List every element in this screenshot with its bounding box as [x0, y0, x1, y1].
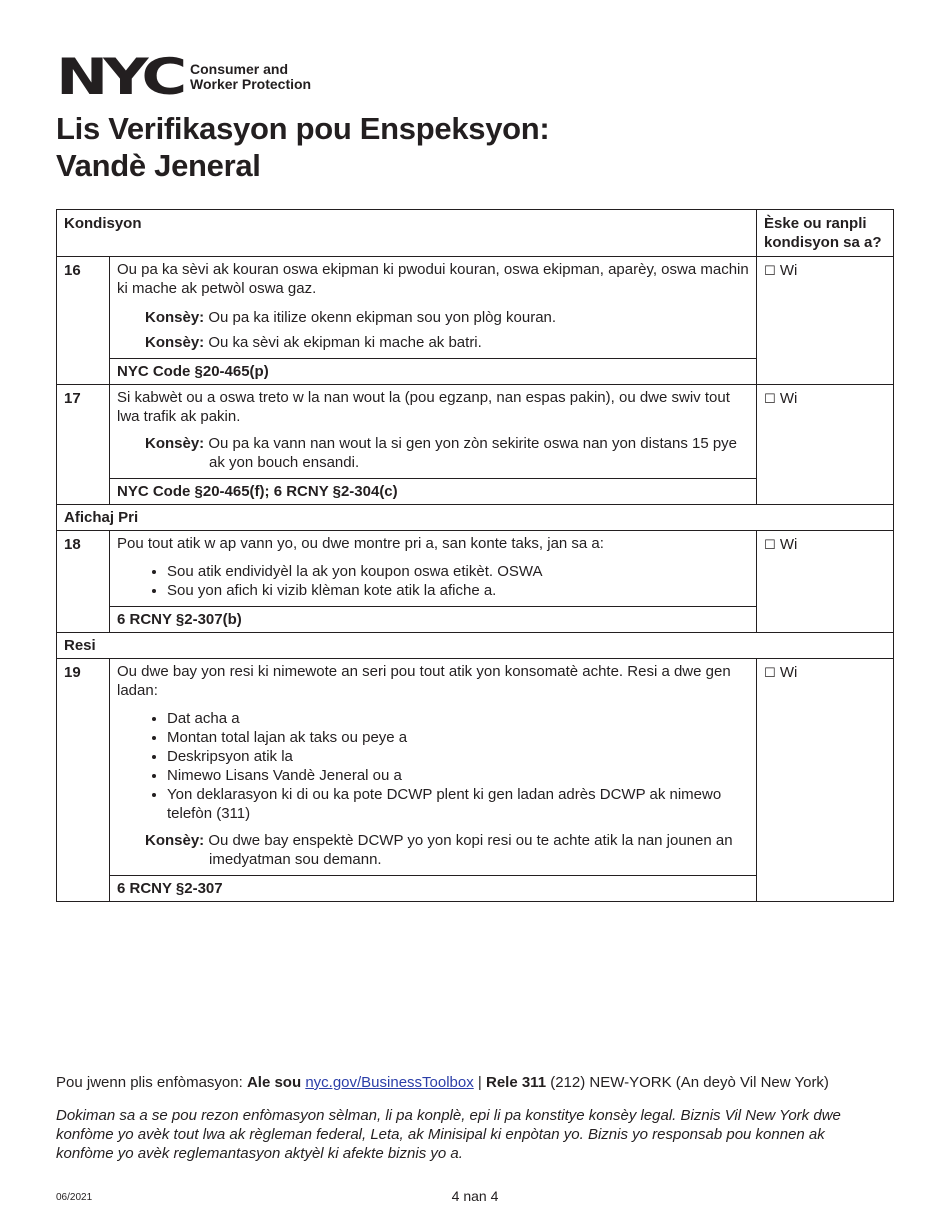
checkbox-icon[interactable]: ☐ — [764, 538, 776, 553]
checkbox-icon[interactable]: ☐ — [764, 392, 776, 407]
checkbox-label: Wi — [779, 390, 798, 407]
list-item: • Nimewo Lisans Vandè Jeneral ou a — [167, 766, 749, 785]
condition-text: Si kabwèt ou a oswa treto w la nan wout la (pou egzanp, nan espas pakin), ou dwe swiv tout lwa trafik ak pakin. — [117, 389, 730, 425]
more-info-line: Pou jwenn plis enfòmasyon: Ale sou nyc.gov/BusinessToolbox | Rele 311 (212) NEW-YORK (An deyò Vil New York) — [56, 1074, 829, 1091]
table-header-row — [57, 210, 894, 257]
compliance-checkbox[interactable] — [757, 257, 894, 385]
page-title: Lis Verifikasyon pou Enspeksyon: Vandè Jeneral — [56, 111, 550, 183]
list-item: • Dat acha a — [167, 709, 749, 728]
header-compliance: Èske ou ranpli kondisyon sa a? — [757, 210, 894, 257]
code-reference: NYC Code §20-465(p) — [110, 358, 756, 384]
inspection-checklist-table — [56, 209, 894, 902]
row-number: 18 — [57, 531, 110, 633]
condition-text: Ou pa ka sèvi ak kouran oswa ekipman ki pwodui kouran, oswa ekipman, aparèy, oswa machin ki mache ak petwòl oswa gaz. — [117, 261, 749, 297]
section-title-price-display: Afichaj Pri — [57, 505, 894, 531]
row-number: 19 — [57, 659, 110, 902]
code-reference: NYC Code §20-465(f); 6 RCNY §2-304(c) — [110, 478, 756, 504]
row-number: 17 — [57, 385, 110, 505]
section-row — [57, 633, 894, 659]
legal-disclaimer: Dokiman sa a se pou rezon enfòmasyon sèlman, li pa konplè, epi li pa konstitye konsèy legal. Biznis Vil New York dwe konfòme yo avèk tout lwa ak règleman federal, Leta, ak Minisipal ki enpòtan yo. Biznis yo responsab pou konnen ak konfòme yo avèk reglemantasyon aktyèl ki afekte biznis yo a. — [56, 1107, 841, 1162]
section-title-receipt: Resi — [57, 633, 894, 659]
checkbox-label: Wi — [779, 536, 798, 553]
checkbox-label: Wi — [779, 664, 798, 681]
list-item: • Deskripsyon atik la — [167, 747, 749, 766]
nyc-dcwp-logo — [56, 48, 312, 106]
code-reference: 6 RCNY §2-307(b) — [110, 606, 756, 632]
table-row — [57, 257, 894, 385]
table-row — [57, 659, 894, 902]
condition-text: Ou dwe bay yon resi ki nimewote an seri pou tout atik yon konsomatè achte. Resi a dwe gen ladan: — [117, 663, 731, 699]
document-date: 06/2021 — [56, 1192, 93, 1203]
table-row — [57, 531, 894, 633]
list-item: • Montan total lajan ak taks ou peye a — [167, 728, 749, 747]
tip: Konsèy: Ou pa ka vann nan wout la si gen yon zòn sekirite oswa nan yon distans 15 pye ak yon bouch ensandi. — [145, 435, 738, 471]
bullet-list — [110, 709, 756, 823]
checkbox-icon[interactable]: ☐ — [764, 264, 776, 279]
page-number: 4 nan 4 — [451, 1188, 499, 1204]
bullet-list — [110, 562, 756, 600]
row-number: 16 — [57, 257, 110, 385]
agency-name: Consumer and Worker Protection — [190, 61, 312, 92]
tip: Konsèy: Ou pa ka itilize okenn ekipman sou yon plòg kouran. — [145, 309, 557, 326]
condition-text: Pou tout atik w ap vann yo, ou dwe montre pri a, san konte taks, jan sa a: — [117, 535, 604, 552]
compliance-checkbox[interactable] — [757, 531, 894, 633]
checkbox-icon[interactable]: ☐ — [764, 666, 776, 681]
condition-cell — [110, 385, 757, 505]
checkbox-label: Wi — [779, 262, 798, 279]
business-toolbox-link[interactable]: nyc.gov/BusinessToolbox — [305, 1074, 474, 1091]
condition-cell — [110, 531, 757, 633]
header-condition: Kondisyon — [57, 210, 757, 257]
list-item: • Sou atik endividyèl la ak yon koupon oswa etikèt. OSWA — [167, 562, 749, 581]
tip: Konsèy: Ou ka sèvi ak ekipman ki mache ak batri. — [145, 334, 482, 351]
list-item: • Yon deklarasyon ki di ou ka pote DCWP plent ki gen ladan adrès DCWP ak nimewo telefòn (311) — [167, 785, 749, 823]
condition-cell — [110, 257, 757, 385]
nyc-logo-mark: NYC — [56, 48, 183, 106]
compliance-checkbox[interactable] — [757, 659, 894, 902]
list-item: • Sou yon afich ki vizib klèman kote atik la afiche a. — [167, 581, 749, 600]
tip: Konsèy: Ou dwe bay enspektè DCWP yo yon kopi resi ou te achte atik la nan jounen an imedyatman sou demann. — [145, 832, 733, 868]
code-reference: 6 RCNY §2-307 — [110, 875, 756, 901]
compliance-checkbox[interactable] — [757, 385, 894, 505]
condition-cell — [110, 659, 757, 902]
section-row — [57, 505, 894, 531]
table-row — [57, 385, 894, 505]
